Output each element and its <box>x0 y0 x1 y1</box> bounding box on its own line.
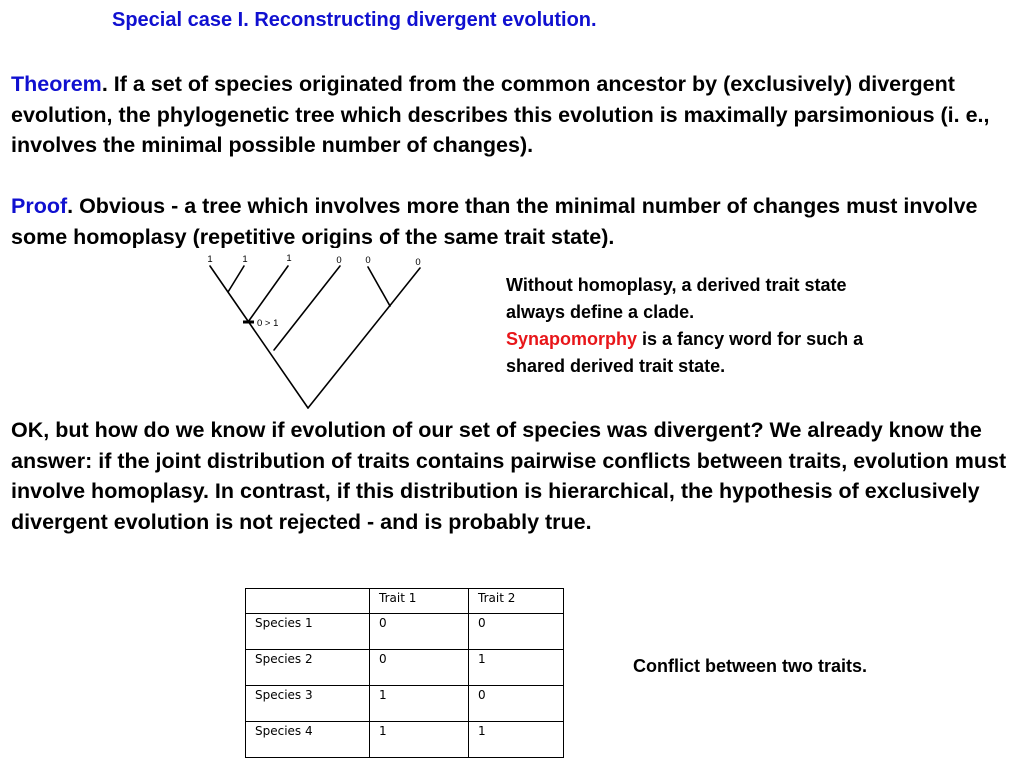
species-cell: Species 1 <box>246 614 370 650</box>
trait-cell: 0 <box>370 614 469 650</box>
trait-cell: 0 <box>370 650 469 686</box>
change-label: 0 > 1 <box>257 318 279 329</box>
header-cell: Trait 1 <box>370 589 469 614</box>
header-cell <box>246 589 370 614</box>
conflict-caption: Conflict between two traits. <box>633 656 868 676</box>
note-text-2: is a fancy word for such a shared derived trait state. <box>506 329 864 376</box>
trait-cell: 1 <box>370 686 469 722</box>
tree-branch <box>308 268 420 408</box>
tree-branch <box>210 266 308 408</box>
leaf-state: 0 <box>365 255 371 266</box>
theorem-paragraph <box>11 69 1019 161</box>
trait-cell: 0 <box>469 614 564 650</box>
proof-label: Proof <box>11 194 68 218</box>
theorem-label: Theorem <box>11 72 102 96</box>
conclusion-paragraph: OK, but how do we know if evolution of our set of species was divergent? We already know the answer: if the joint distribution of traits contains pairwise conflicts between traits, evolution must involve homoplasy. In contrast, if this distribution is hierarchical, the hypothesis of exclusively divergent evolution is not rejected - and is probably true. <box>11 418 1007 534</box>
proof-paragraph <box>11 191 1019 248</box>
synapomorphy-note <box>506 272 896 380</box>
leaf-state: 0 <box>415 257 421 268</box>
synapomorphy-term: Synapomorphy <box>506 329 638 349</box>
trait-cell: 0 <box>469 686 564 722</box>
trait-table <box>245 588 564 758</box>
table-row <box>246 722 564 758</box>
leaf-state: 1 <box>286 253 292 264</box>
species-cell: Species 2 <box>246 650 370 686</box>
note-text: Without homoplasy, a derived trait state always define a clade. <box>506 275 847 322</box>
table-row <box>246 686 564 722</box>
proof-text: . Obvious - a tree which involves more than the minimal number of changes must involve some homoplasy (repetitive origins of the same trait state). <box>11 194 978 248</box>
species-cell: Species 4 <box>246 722 370 758</box>
phylogenetic-tree <box>200 250 440 412</box>
table-header-row <box>246 589 564 614</box>
trait-cell: 1 <box>370 722 469 758</box>
tree-branch <box>228 266 244 292</box>
tree-branch <box>248 266 288 322</box>
slide-title: Special case I. Reconstructing divergent evolution. <box>112 9 597 31</box>
table-row <box>246 650 564 686</box>
trait-cell: 1 <box>469 722 564 758</box>
trait-cell: 1 <box>469 650 564 686</box>
table-row <box>246 614 564 650</box>
tree-branch <box>368 267 390 306</box>
theorem-text: . If a set of species originated from the common ancestor by (exclusively) divergent evolution, the phylogenetic tree which describes this evolution is maximally parsimonious (i. e., involves the minimal possible number of changes). <box>11 72 990 157</box>
tree-branch <box>274 266 340 350</box>
header-cell: Trait 2 <box>469 589 564 614</box>
species-cell: Species 3 <box>246 686 370 722</box>
leaf-state: 0 <box>336 255 342 266</box>
leaf-state: 1 <box>242 254 248 265</box>
leaf-state: 1 <box>207 254 213 265</box>
